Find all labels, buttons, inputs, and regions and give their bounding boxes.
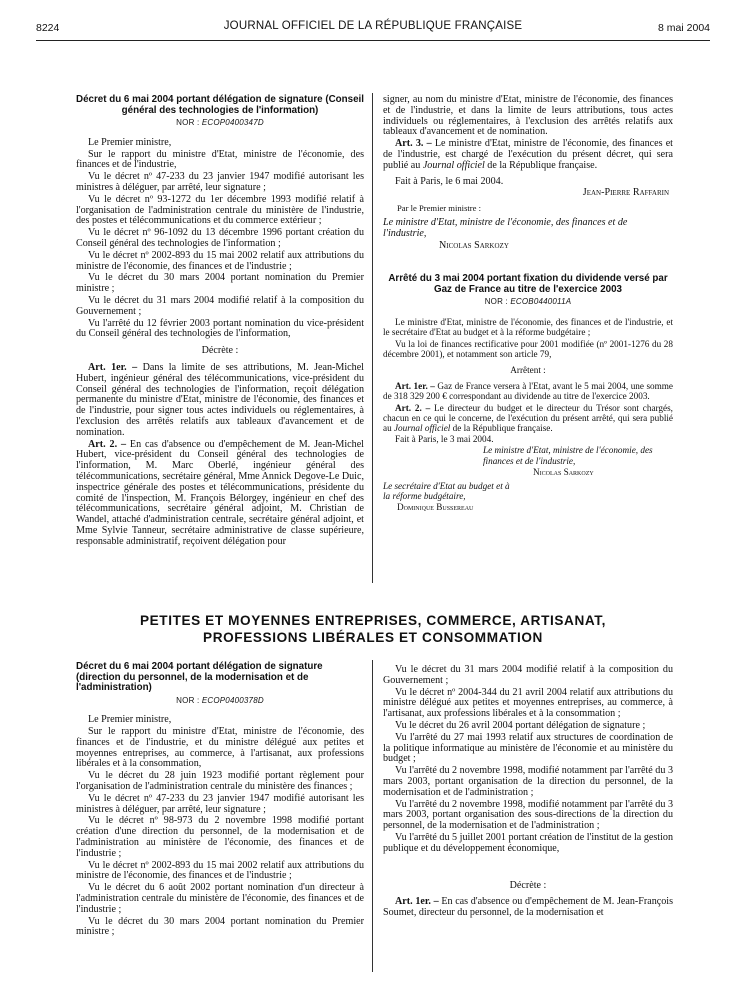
decree2-left-column	[76, 662, 364, 939]
paragraph: Vu l'arrêté du 27 mai 1993 relatif aux structures de coordination de la politique informatique au ministère de l'économie et au ministère du budget ;	[383, 731, 673, 765]
par-le-premier-ministre: Par le Premier ministre :	[397, 203, 482, 214]
paragraph: Vu le décret du 28 juin 1923 modifié portant règlement pour l'organisation de l'administration centrale du ministère des finances ;	[76, 770, 364, 793]
paragraph: Vu l'arrêté du 2 novembre 1998, modifié notamment par l'arrêté du 3 mars 2003, portant organisation de la direction du personnel, de la modernisation et de l'administration ;	[383, 765, 673, 798]
decrete-heading: Décrète :	[201, 345, 239, 357]
paragraph: Vu le décret nº 47-233 du 23 janvier 1947 modifié autorisant les ministres à déléguer, par arrêté, leur signature ;	[76, 792, 364, 815]
paragraph: Vu le décret du 31 mars 2004 modifié relatif à la composition du Gouvernement ;	[383, 664, 673, 686]
secretary-name: Dominique Bussereau	[397, 502, 474, 513]
paragraph: Sur le rapport du ministre d'Etat, ministre de l'économie, des finances et de l'industrie, et du ministre délégué aux petites et moyennes entreprises, au commerce, à l'artisanat, aux professions libérales et à la consommation,	[76, 726, 364, 770]
paragraph: Vu le décret du 6 août 2002 portant nomination d'un directeur à l'administration centrale du ministère de l'économie, des finances et de l'industrie ;	[76, 882, 364, 915]
paragraph: Vu le décret du 31 mars 2004 modifié relatif à la composition du Gouvernement ;	[76, 294, 364, 317]
decrete-heading: Décrète :	[509, 879, 547, 891]
minister-title: Le ministre d'Etat, ministre de l'économie, des finances et de l'industrie,	[383, 216, 628, 239]
article-3: Art. 3. – Le ministre d'Etat, ministre de l'économie, des finances et de l'industrie, est chargé de l'exécution du présent décret, qui sera publié au Journal officiel de la République française.	[383, 138, 673, 171]
article-1: Art. 1er. – Dans la limite de ses attributions, M. Jean-Michel Hubert, ingénieur général des télécommunications, vice-président du Conseil général des technologies de l'information, reçoit délégation permanente du ministre d'Etat, ministre de l'économie, des finances et de l'industrie, pour signer tous actes individuels ou réglementaires, à l'exclusion des arrêtés relatifs aux tableaux d'avancement et de nomination.	[76, 361, 364, 438]
decree2-title: Décret du 6 mai 2004 portant délégation de signature (direction du personnel, de la modernisation et de l'administration)	[76, 661, 323, 693]
decree1-title: Décret du 6 mai 2004 portant délégation de signature (Conseil général des technologies de l'information)	[76, 94, 364, 116]
page-number: 8224	[36, 22, 60, 34]
decree2-nor: NOR : ECOP0400378D	[176, 695, 264, 705]
paragraph: Vu la loi de finances rectificative pour 2001 modifiée (nº 2001-1276 du 28 décembre 2001), et notamment son article 79,	[383, 338, 673, 359]
paragraph: Vu le décret nº 96-1092 du 13 décembre 1996 portant création du Conseil général des technologies de l'information ;	[76, 227, 364, 249]
article-1: Art. 1er. – Gaz de France versera à l'Etat, avant le 5 mai 2004, une somme de 318 329 200 € correspondant au dividende au titre de l'exercice 2003.	[383, 381, 673, 402]
minister-name: Nicolas Sarkozy	[533, 466, 594, 477]
paragraph: Vu le décret du 30 mars 2004 portant nomination du Premier ministre ;	[76, 915, 364, 938]
paragraph: Vu le décret nº 2004-344 du 21 avril 2004 relatif aux attributions du ministre délégué aux petites et moyennes entreprises, au commerce, à l'artisanat, aux professions libérales et à la consommation ;	[383, 686, 673, 720]
article-2: Art. 2. – En cas d'absence ou d'empêchement de M. Jean-Michel Hubert, vice-président du Conseil général des technologies de l'information, M. Marc Oberlé, ingénieur général des télécommunications, secrétaire général, Mme Annick Degove-Le Duic, inspectrice générale des postes et télécommunications, présidente du comité de l'inspection, M. François Bélorgey, ingénieur en chef des télécommunications, secrétaire général adjoint, M. Christian de Wandel, attaché d'administration centrale, secrétaire général adjoint, et Mme Sylvie Tanneur, secrétaire administrative de classe supérieure, responsable administratif, reçoivent délégation pour	[76, 438, 364, 547]
section-title-line-2: PROFESSIONS LIBÉRALES ET CONSOMMATION	[203, 630, 543, 645]
decree2-right-column	[383, 665, 673, 920]
minister-title: Le ministre d'Etat, ministre de l'économie, des finances et de l'industrie,	[483, 445, 653, 466]
paragraph: Vu l'arrêté du 2 novembre 1998, modifié notamment par l'arrêté du 3 mars 2003, portant organisation des sous-directions de la direction du personnel, de la modernisation et de l'administration ;	[383, 798, 673, 832]
decree1-nor: NOR : ECOP0400347D	[176, 118, 264, 127]
decree1-right-column	[383, 95, 673, 514]
section-title	[36, 612, 710, 646]
paragraph: Vu le décret nº 2002-893 du 15 mai 2002 relatif aux attributions du ministre de l'économie, des finances et de l'industrie ;	[76, 249, 364, 272]
issue-date: 8 mai 2004	[658, 22, 710, 34]
lower-column-divider	[372, 660, 373, 972]
paragraph: Vu le décret du 30 mars 2004 portant nomination du Premier ministre ;	[76, 272, 364, 295]
page-header	[36, 20, 710, 38]
paragraph: Vu le décret nº 47-233 du 23 janvier 1947 modifié autorisant les ministres à déléguer, par arrêté, leur signature ;	[76, 171, 364, 193]
decree1-left-column	[76, 95, 364, 548]
arrete-nor: NOR : ECOB0440011A	[484, 297, 572, 307]
minister-name: Nicolas Sarkozy	[439, 239, 509, 251]
upper-column-divider	[372, 93, 373, 583]
section-title-line-1: PETITES ET MOYENNES ENTREPRISES, COMMERCE, ARTISANAT,	[139, 613, 607, 628]
paragraph: Le ministre d'Etat, ministre de l'économie, des finances et de l'industrie, et le secrétaire d'Etat au budget et à la réforme budgétaire ;	[383, 317, 673, 338]
journal-title: JOURNAL OFFICIEL DE LA RÉPUBLIQUE FRANÇAISE	[223, 20, 523, 32]
paragraph: Sur le rapport du ministre d'Etat, ministre de l'économie, des finances et de l'industrie,	[76, 148, 364, 171]
article-1: Art. 1er. – En cas d'absence ou d'empêchement de M. Jean-François Soumet, directeur du personnel, de la modernisation et	[383, 896, 674, 919]
paragraph: Vu l'arrêté du 5 juillet 2001 portant création de l'institut de la gestion publique et du développement économique,	[383, 831, 673, 854]
paragraph: Vu le décret nº 2002-893 du 15 mai 2002 relatif aux attributions du ministre de l'économie, des finances et de l'industrie ;	[76, 859, 364, 882]
secretary-title: Le secrétaire d'Etat au budget et à la réforme budgétaire,	[383, 481, 510, 502]
paragraph: Vu le décret du 26 avril 2004 portant délégation de signature ;	[395, 719, 646, 731]
article-2-continued: signer, au nom du ministre d'Etat, ministre de l'économie, des finances et de l'industrie, et dans la limite de leurs attributions, tous actes individuels ou réglementaires, à l'exclusion des arrêtés relatifs aux tableaux d'avancement et de nomination.	[383, 94, 673, 138]
paragraph: Le Premier ministre,	[88, 714, 172, 726]
fait-a-paris: Fait à Paris, le 3 mai 2004.	[395, 434, 494, 445]
paragraph: Vu l'arrêté du 12 février 2003 portant nomination du vice-président du Conseil général des technologies de l'information,	[76, 317, 364, 340]
arretent-heading: Arrêtent :	[510, 364, 546, 375]
paragraph: Vu le décret nº 93-1272 du 1er décembre 1993 modifié relatif à l'organisation de l'administration centrale du ministère de l'industrie, des postes et télécommunications et du commerce extérieur ;	[76, 193, 364, 227]
header-rule	[36, 40, 710, 41]
paragraph: Vu le décret nº 98-973 du 2 novembre 1998 modifié portant création d'une direction du personnel, de la modernisation et de l'administration au ministère de l'économie, des finances et de l'industrie ;	[76, 815, 364, 859]
signatory-name: Jean-Pierre Raffarin	[582, 187, 669, 199]
arrete-title: Arrêté du 3 mai 2004 portant fixation du dividende versé par Gaz de France au titre de l'exercice 2003	[388, 273, 668, 295]
paragraph: Le Premier ministre,	[88, 136, 172, 148]
article-2: Art. 2. – Le directeur du budget et le directeur du Trésor sont chargés, chacun en ce qui le concerne, de l'exécution du présent arrêté, qui sera publié au Journal officiel de la République française.	[383, 402, 673, 433]
fait-a-paris: Fait à Paris, le 6 mai 2004.	[395, 175, 504, 187]
